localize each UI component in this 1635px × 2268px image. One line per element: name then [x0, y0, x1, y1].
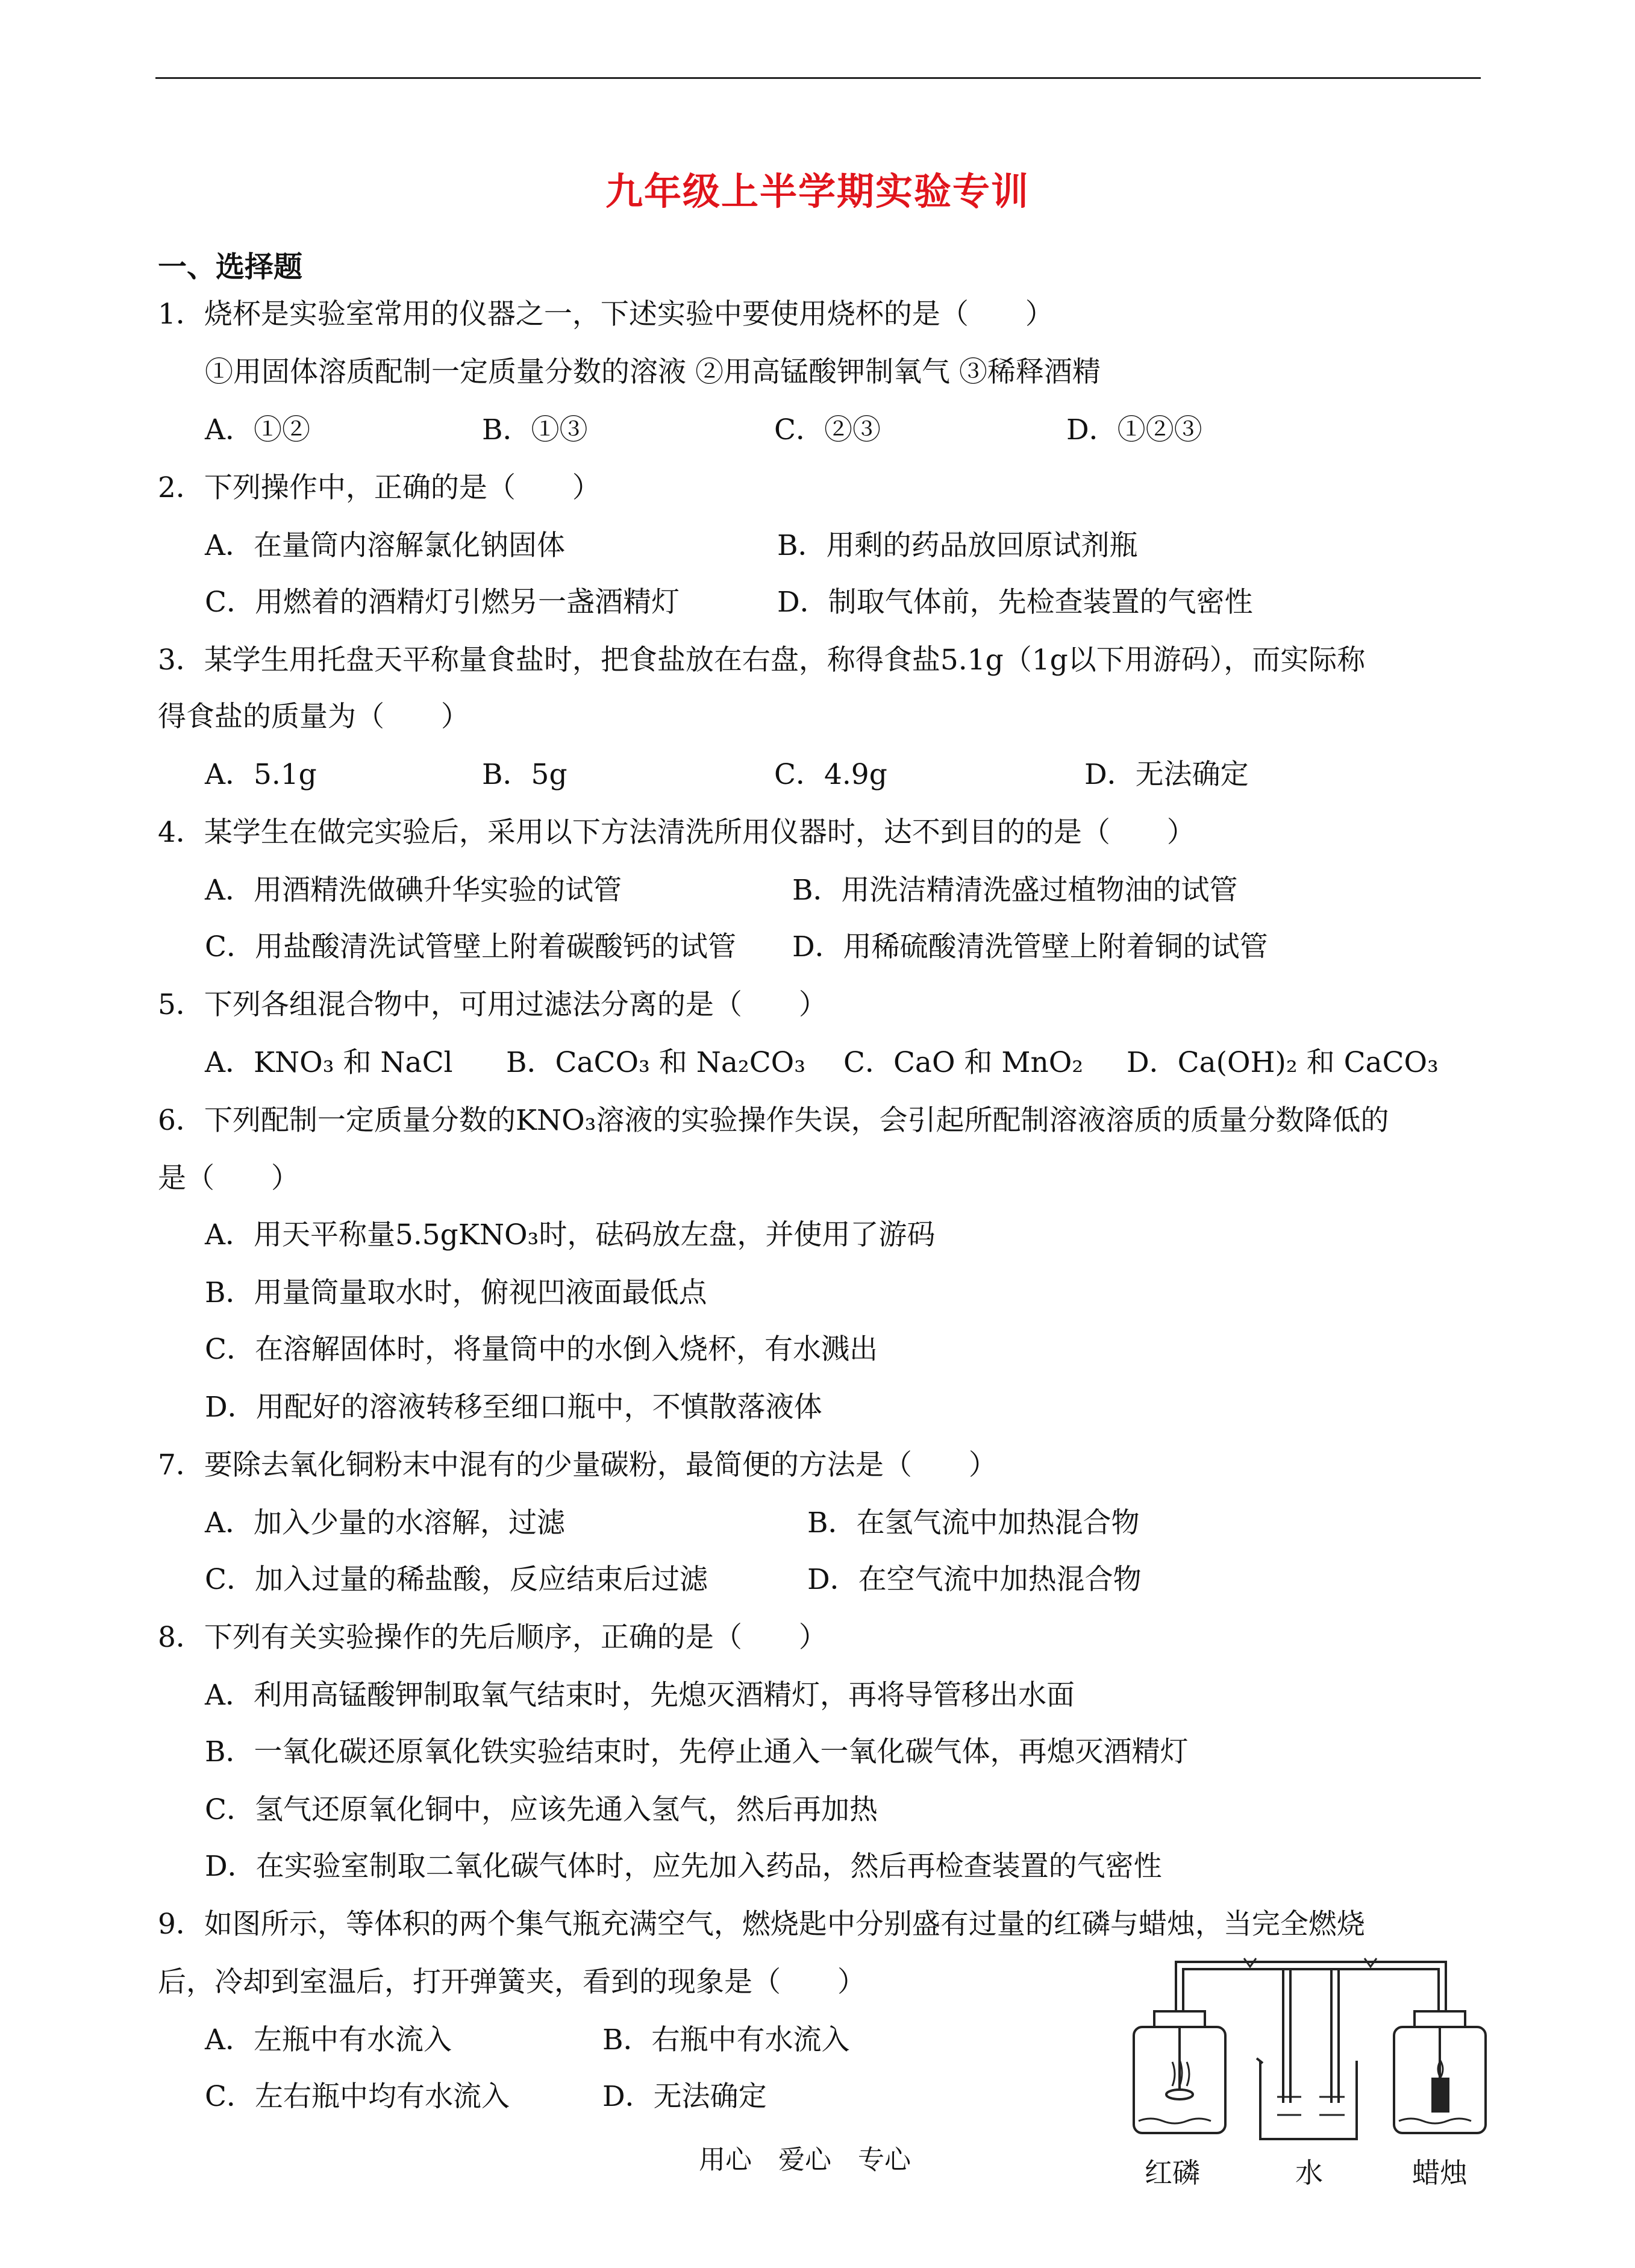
option-c: C．用燃着的酒精灯引燃另一盏酒精灯	[205, 586, 680, 619]
label-candle: 蜡烛	[1412, 2157, 1468, 2189]
option-c: C．用盐酸清洗试管壁上附着碳酸钙的试管	[205, 930, 736, 963]
question-7-stem: 7．要除去氧化铜粉末中混有的少量碳粉，最简便的方法是（ ）	[158, 1449, 997, 1482]
option-d: D．制取气体前，先检查装置的气密性	[777, 586, 1253, 619]
question-1-statements: ①用固体溶质配制一定质量分数的溶液 ②用高锰酸钾制氧气 ③稀释酒精	[205, 356, 1101, 389]
right-jar-bottom-line	[1399, 2119, 1471, 2123]
left-stopper	[1154, 2011, 1205, 2027]
option-c: C．CaO 和 MnO₂	[843, 1046, 1084, 1079]
option-a: A．在量筒内溶解氯化钠固体	[205, 529, 565, 562]
option-d: D．无法确定	[602, 2080, 767, 2113]
question-8-option-c: C．氢气还原氧化铜中，应该先通入氢气，然后再加热	[205, 1793, 878, 1826]
question-3-stem-cont: 得食盐的质量为（ ）	[158, 700, 469, 733]
question-1-stem: 1．烧杯是实验室常用的仪器之一，下述实验中要使用烧杯的是（ ）	[158, 298, 1054, 331]
option-b: B．5g	[482, 758, 567, 791]
question-9-stem: 9．如图所示，等体积的两个集气瓶充满空气，燃烧匙中分别盛有过量的红磷与蜡烛，当完全燃烧	[158, 1908, 1365, 1941]
option-c: C．左右瓶中均有水流入	[205, 2080, 510, 2113]
question-8-option-b: B．一氧化碳还原氧化铁实验结束时，先停止通入一氧化碳气体，再熄灭酒精灯	[205, 1735, 1189, 1768]
option-c: C．②③	[774, 413, 881, 446]
page-title: 九年级上半学期实验专训	[605, 169, 1030, 213]
label-red-phosphorus: 红磷	[1145, 2157, 1200, 2189]
tube-right-into-beaker	[1331, 1969, 1339, 2103]
beaker-water-lines	[1277, 2097, 1345, 2115]
question-6-option-b: B．用量筒量取水时，俯视凹液面最低点	[205, 1276, 707, 1309]
question-3-stem: 3．某学生用托盘天平称量食盐时，把食盐放在右盘，称得食盐5.1g（1g以下用游码），而实际称	[158, 644, 1366, 677]
question-6-option-d: D．用配好的溶液转移至细口瓶中，不慎散落液体	[205, 1391, 822, 1424]
header-rule	[155, 77, 1481, 79]
option-b: B．①③	[482, 413, 588, 446]
option-d: D．无法确定	[1084, 758, 1249, 791]
question-5-stem: 5．下列各组混合物中，可用过滤法分离的是（ ）	[158, 988, 827, 1021]
question-9-stem-cont: 后，冷却到室温后，打开弹簧夹，看到的现象是（ ）	[158, 1966, 866, 1999]
option-b: B．用洗洁精清洗盛过植物油的试管	[792, 874, 1238, 907]
question-2-stem: 2．下列操作中，正确的是（ ）	[158, 471, 601, 504]
option-d: D．①②③	[1066, 413, 1202, 446]
candle-icon	[1433, 2079, 1448, 2111]
option-b: B．在氢气流中加热混合物	[807, 1506, 1140, 1540]
option-a: A．①②	[205, 413, 310, 446]
option-d: D．用稀硫酸清洗管壁上附着铜的试管	[792, 930, 1268, 963]
left-jar-bottom-line	[1139, 2119, 1211, 2123]
beaker	[1260, 2061, 1357, 2139]
apparatus-diagram	[1121, 1940, 1506, 2145]
option-a: A．加入少量的水溶解，过滤	[205, 1506, 565, 1540]
section-heading: 一、选择题	[158, 250, 303, 284]
option-a: A．左瓶中有水流入	[205, 2023, 452, 2057]
page-footer: 用心 爱心 专心	[699, 2144, 911, 2175]
option-a: A．KNO₃ 和 NaCl	[205, 1046, 453, 1079]
option-d: D．在空气流中加热混合物	[807, 1563, 1142, 1596]
question-8-option-a: A．利用高锰酸钾制取氧气结束时，先熄灭酒精灯，再将导管移出水面	[205, 1679, 1075, 1712]
option-a: A．用酒精洗做碘升华实验的试管	[205, 874, 622, 907]
question-8-stem: 8．下列有关实验操作的先后顺序，正确的是（ ）	[158, 1621, 827, 1654]
tube-left-into-beaker	[1283, 1969, 1290, 2103]
apparatus-figure	[1121, 1940, 1506, 2193]
option-c: C．4.9g	[774, 758, 887, 791]
option-d: D．Ca(OH)₂ 和 CaCO₃	[1127, 1046, 1439, 1079]
question-8-option-d: D．在实验室制取二氧化碳气体时，应先加入药品，然后再检查装置的气密性	[205, 1850, 1162, 1883]
question-6-stem: 6．下列配制一定质量分数的KNO₃溶液的实验操作失误，会引起所配制溶液溶质的质量分数降低的	[158, 1104, 1389, 1137]
question-6-option-a: A．用天平称量5.5gKNO₃时，砝码放左盘，并使用了游码	[205, 1218, 936, 1251]
right-stopper	[1415, 2011, 1465, 2027]
question-4-stem: 4．某学生在做完实验后，采用以下方法清洗所用仪器时，达不到目的的是（ ）	[158, 816, 1195, 849]
left-spoon	[1166, 2090, 1193, 2099]
option-c: C．加入过量的稀盐酸，反应结束后过滤	[205, 1563, 708, 1596]
option-b: B．CaCO₃ 和 Na₂CO₃	[506, 1046, 806, 1079]
option-b: B．右瓶中有水流入	[602, 2023, 850, 2057]
question-6-option-c: C．在溶解固体时，将量筒中的水倒入烧杯，有水溅出	[205, 1333, 878, 1366]
label-water: 水	[1295, 2157, 1323, 2189]
option-a: A．5.1g	[205, 758, 317, 791]
question-6-stem-cont: 是（ ）	[158, 1162, 299, 1195]
option-b: B．用剩的药品放回原试剂瓶	[777, 529, 1138, 562]
connecting-tube-inner	[1183, 1969, 1439, 2013]
